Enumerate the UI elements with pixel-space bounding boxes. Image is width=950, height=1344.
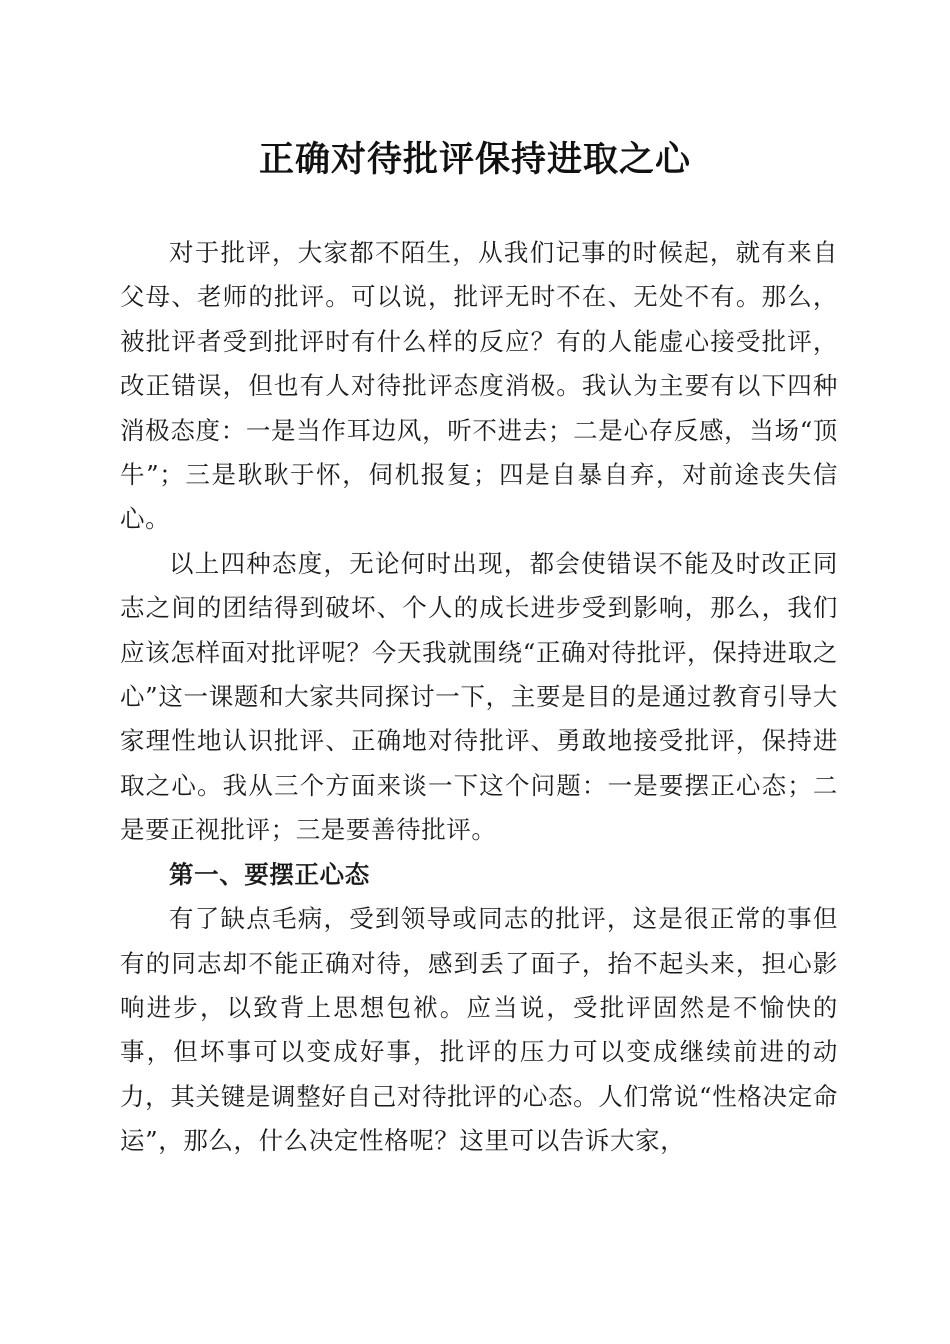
document-body — [120, 231, 838, 1164]
section-heading: 第一、要摆正心态 — [169, 859, 370, 889]
paragraph-1: 对于批评，大家都不陌生，从我们记事的时候起，就有来自父母、老师的批评。可以说，批评无时不在、无处不有。那么，被批评者受到批评时有什么样的反应？有的人能虚心接受批评，改正错误，但也有人对待批评态度消极。我认为主要有以下四种消极态度：一是当作耳边风，听不进去；二是心存反感，当场“顶牛”；三是耿耿于怀，伺机报复；四是自暴自弃，对前途丧失信心。 — [120, 238, 838, 534]
paragraph-2: 以上四种态度，无论何时出现，都会使错误不能及时改正同志之间的团结得到破坏、个人的成长进步受到影响，那么，我们应该怎样面对批评呢？今天我就围绕“正确对待批评，保持进取之心”这一课题和大家共同探讨一下，主要是目的是通过教育引导大家理性地认识批评、正确地对待批评、勇敢地接受批评，保持进取之心。我从三个方面来谈一下这个问题：一是要摆正心态；二是要正视批评；三是要善待批评。 — [120, 548, 838, 845]
document-title: 正确对待批评保持进取之心 — [258, 139, 691, 180]
section-paragraph: 有了缺点毛病，受到领导或同志的批评，这是很正常的事但有的同志却不能正确对待，感到丢了面子，抬不起头来，担心影响进步，以致背上思想包袱。应当说，受批评固然是不愉快的事，但坏事可以变成好事，批评的压力可以变成继续前进的动力，其关键是调整好自己对待批评的心态。人们常说“性格决定命运”，那么，什么决定性格呢？这里可以告诉大家， — [120, 904, 838, 1156]
